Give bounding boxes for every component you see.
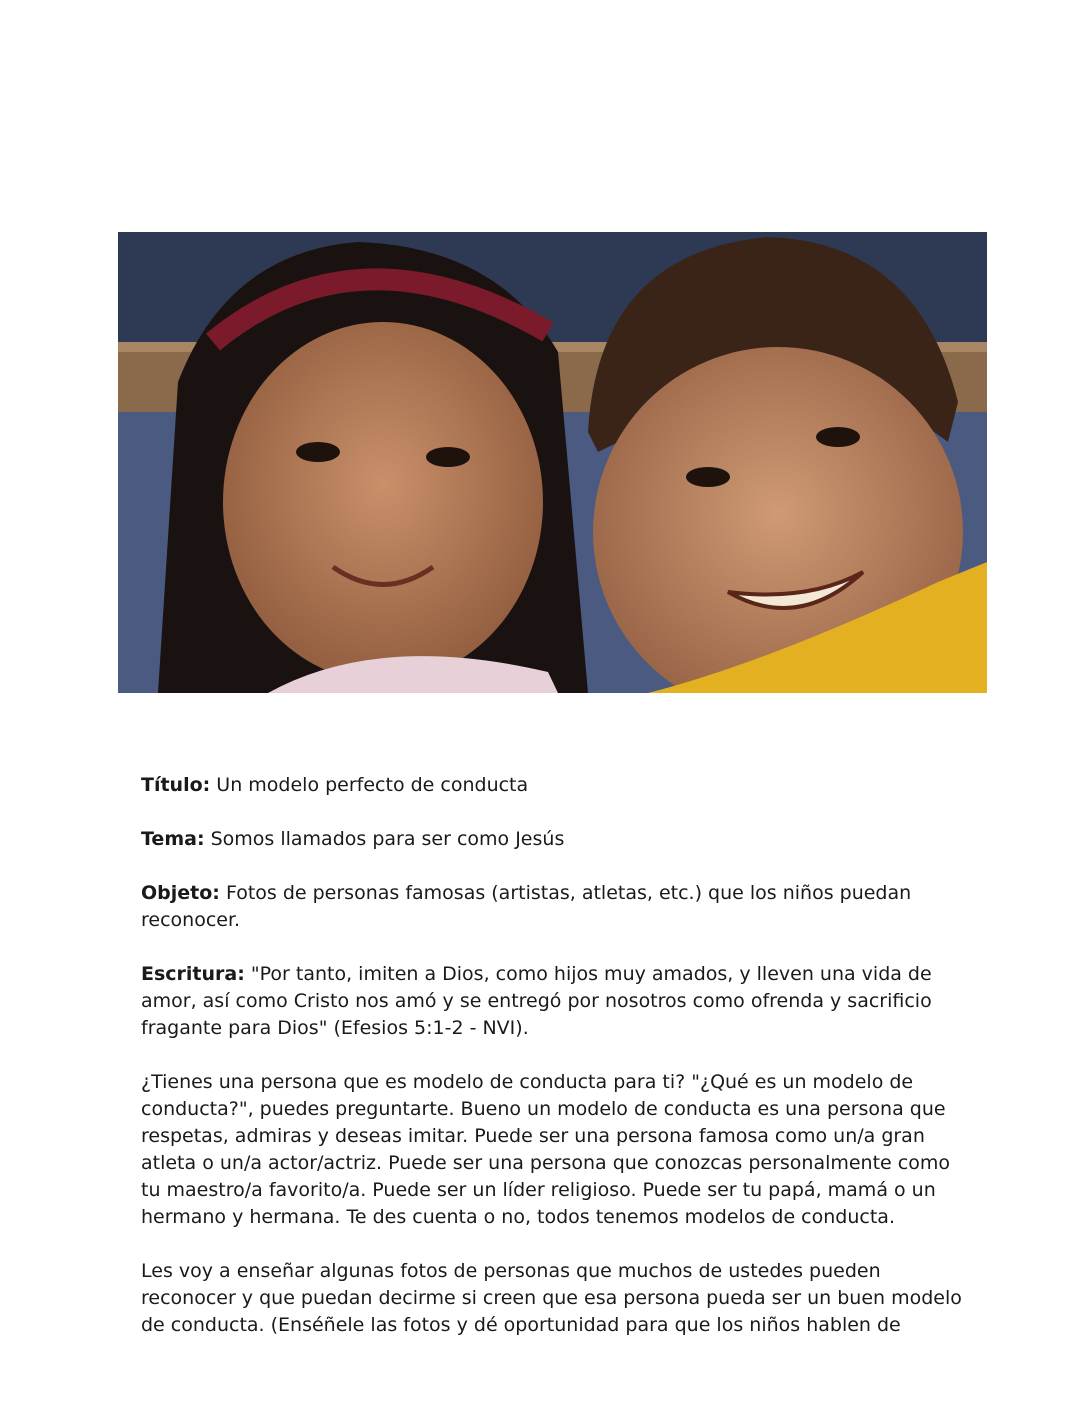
field-label: Título:: [141, 774, 211, 796]
children-photo-illustration: [118, 232, 987, 693]
field-value: Somos llamados para ser como Jesús: [210, 828, 565, 850]
field-scripture: [141, 961, 971, 1042]
field-value: Un modelo perfecto de conducta: [216, 774, 529, 796]
document-body: [141, 772, 971, 1366]
field-theme: [141, 826, 971, 853]
field-object: [141, 880, 971, 934]
field-value: Fotos de personas famosas (artistas, atletas, etc.) que los niños puedan reconocer.: [141, 882, 912, 931]
body-paragraph: Les voy a enseñar algunas fotos de personas que muchos de ustedes pueden reconocer y que puedan decirme si creen que esa persona pueda ser un buen modelo de conducta. (Enséñele las fotos y dé oportunidad para que los niños hablen de: [141, 1260, 962, 1336]
field-label: Escritura:: [141, 963, 245, 985]
hero-photo: [118, 232, 987, 693]
body-paragraph: ¿Tienes una persona que es modelo de conducta para ti? "¿Qué es un modelo de conducta?", puedes preguntarte. Bueno un modelo de conducta es una persona que respetas, admiras y deseas imitar. Puede ser una persona famosa como un/a gran atleta o un/a actor/actriz. Puede ser una persona que conozcas personalmente como tu maestro/a favorito/a. Puede ser un líder religioso. Puede ser tu papá, mamá o un hermano y hermana. Te des cuenta o no, todos tenemos modelos de conducta.: [141, 1071, 950, 1228]
field-title: [141, 772, 971, 799]
field-label: Tema:: [141, 828, 205, 850]
field-label: Objeto:: [141, 882, 220, 904]
field-value: "Por tanto, imiten a Dios, como hijos muy amados, y lleven una vida de amor, así como Cristo nos amó y se entregó por nosotros como ofrenda y sacrificio fragante para Dios" (Efesios 5:1-2 - NVI).: [141, 963, 932, 1039]
